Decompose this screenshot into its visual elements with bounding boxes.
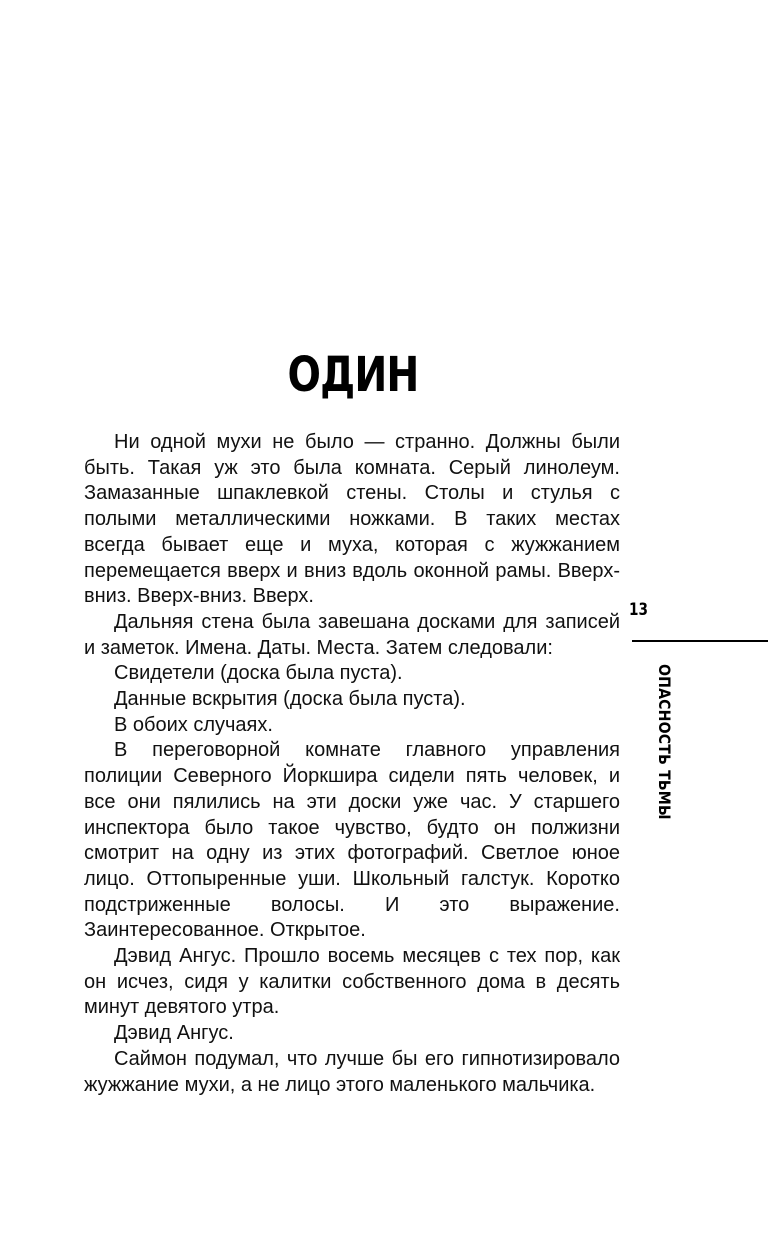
- page-number: 13: [629, 600, 648, 620]
- paragraph: Данные вскрытия (доска была пуста).: [114, 688, 466, 711]
- paragraph: Дальняя стена была завешана досками для записей и заметок. Имена. Даты. Места. Затем следовали:: [84, 610, 620, 659]
- chapter-title: ОДИН: [287, 347, 419, 403]
- paragraph: Дэвид Ангус. Прошло восемь месяцев с тех пор, как он исчез, сидя у калитки собственного дома в десять минут девятого утра.: [84, 945, 620, 1019]
- paragraph: Ни одной мухи не было — странно. Должны были быть. Такая уж это была комната. Серый линолеум. Замазанные шпаклевкой стены. Столы и стулья с полыми металлическими ножками. В таких местах всегда бывает еще и муха, которая с жужжанием перемещается вверх и вниз вдоль оконной рамы. Вверх-вниз. Вверх-вниз. Вверх.: [84, 431, 620, 608]
- body-text: [84, 430, 620, 1098]
- paragraph: Свидетели (доска была пуста).: [114, 662, 403, 685]
- paragraph: В переговорной комнате главного управления полиции Северного Йоркшира сидели пять человек, и все они пялились на эти доски уже час. У старшего инспектора было такое чувство, будто он полжизни смотрит на одну из этих фотографий. Светлое юное лицо. Оттопыренные уши. Школьный галстук. Коротко подстриженные волосы. И это выражение. Заинтересованное. Открытое.: [84, 739, 620, 942]
- paragraph: Дэвид Ангус.: [114, 1022, 234, 1045]
- running-title: ОПАСНОСТЬ ТЬМЫ: [655, 664, 674, 820]
- margin-rule: [632, 640, 768, 642]
- paragraph: Саймон подумал, что лучше бы его гипнотизировало жужжание мухи, а не лицо этого маленького мальчика.: [84, 1047, 620, 1096]
- paragraph: В обоих случаях.: [114, 713, 273, 736]
